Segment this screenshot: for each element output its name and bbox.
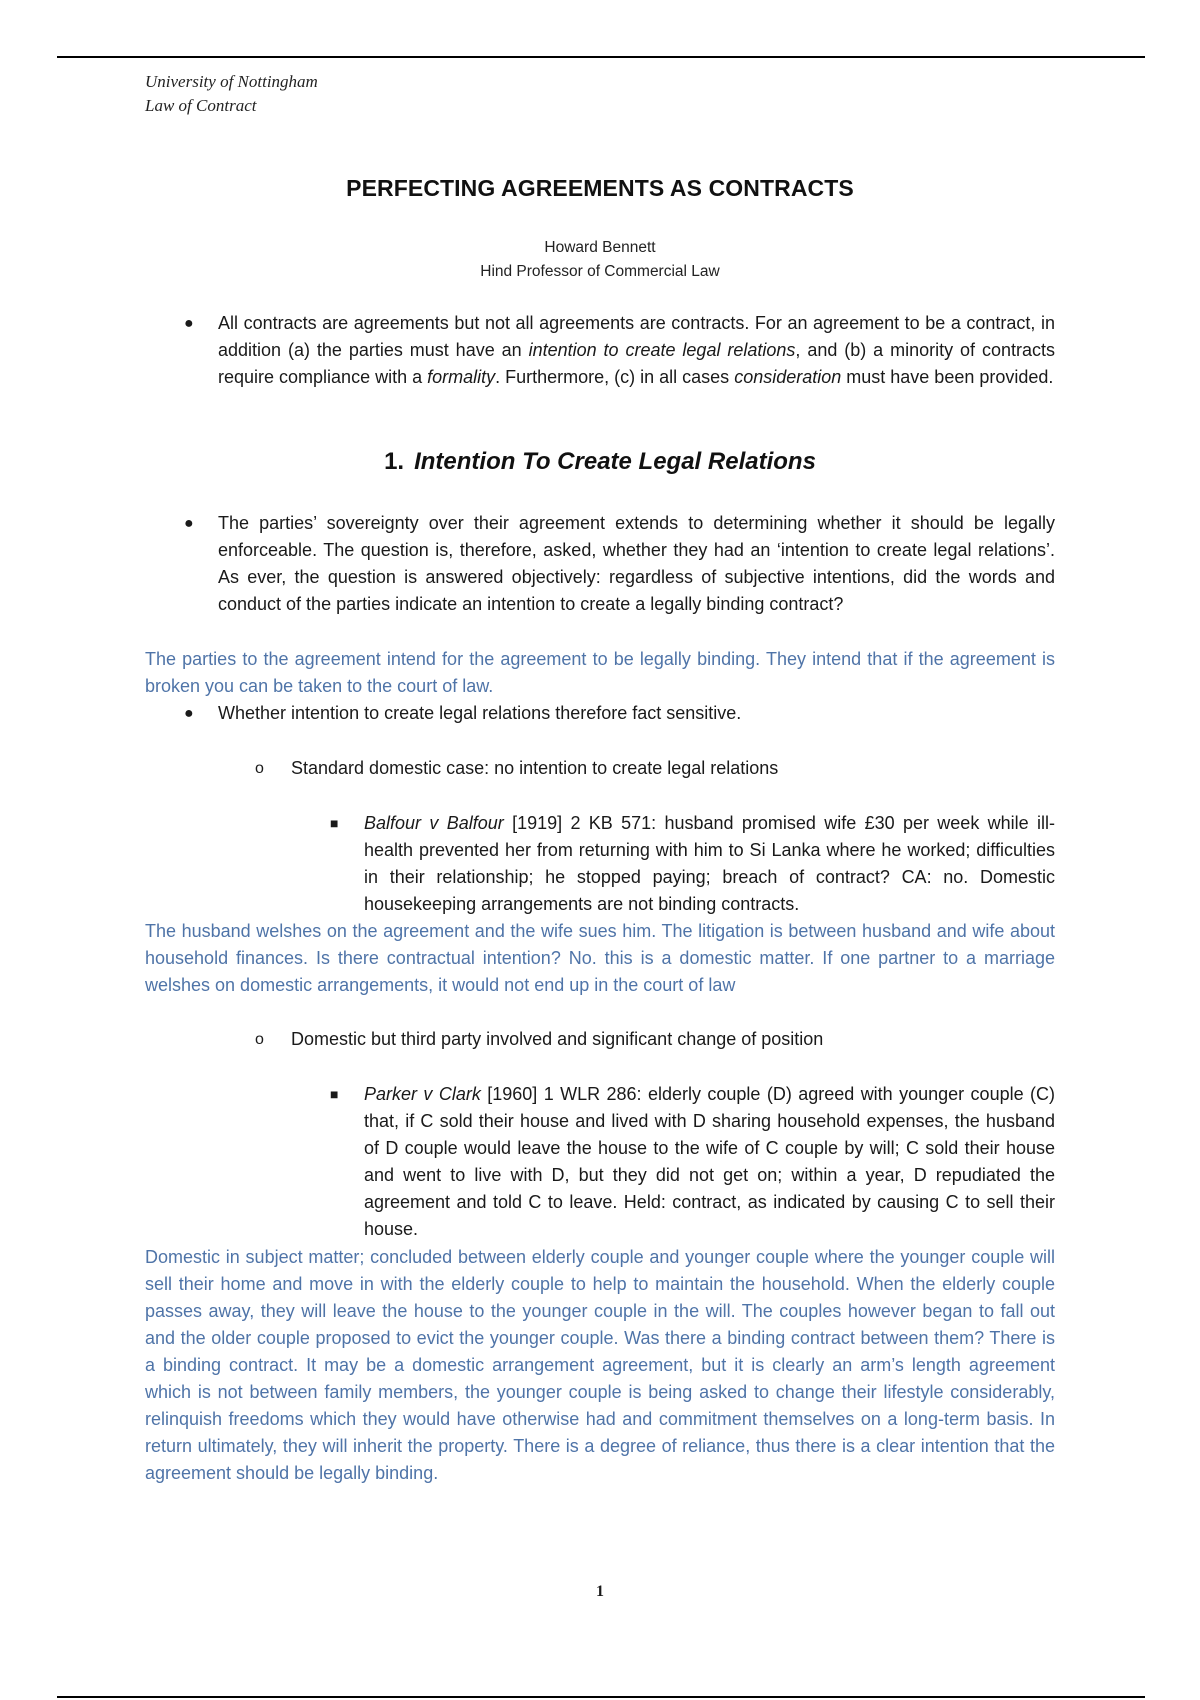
author-name: Howard Bennett xyxy=(544,239,656,256)
page-number: 1 xyxy=(596,1583,604,1600)
sub-bullet-marker: o xyxy=(255,1031,264,1048)
top-rule xyxy=(57,56,1145,58)
intro-bullet xyxy=(184,310,1055,391)
header-course: Law of Contract xyxy=(145,96,257,115)
section-heading xyxy=(0,448,1200,476)
case-balfour-text: Balfour v Balfour [1919] 2 KB 571: husband promised wife £30 per week while ill-health prevented her from returning with him to Si Lanka where he worked; difficulties in their relationship; he stopped paying; breach of contract? CA: no. Domestic housekeeping arrangements are not binding contracts. xyxy=(364,813,1055,914)
bullet-marker: ● xyxy=(184,315,194,332)
annotation-note-3: Domestic in subject matter; concluded between elderly couple and younger couple where the younger couple will sell their home and move in with the elderly couple to help to maintain the household. When the elderly couple passes away, they will leave the house to the younger couple in the will. The couples however began to fall out and the older couple proposed to evict the younger couple. Was there a binding contract between them? There is a binding contract. It may be a domestic arrangement agreement, but it is clearly an arm’s length agreement which is not between family members, the younger couple is being asked to change their lifestyle considerably, relinquish freedoms which they would have otherwise had and commitment themselves on a long-term basis. In return ultimately, they will inherit the property. There is a degree of reliance, thus there is a clear intention that the agreement should be legally binding. xyxy=(145,1247,1055,1483)
bullet-marker: ● xyxy=(184,705,194,722)
sovereignty-bullet xyxy=(184,510,1055,618)
square-bullet-marker: ■ xyxy=(330,1086,339,1102)
sub-bullet-third-party xyxy=(255,1026,1055,1053)
annotation-note-1: The parties to the agreement intend for the agreement to be legally binding. They intend that if the agreement is broken you can be taken to the court of law. xyxy=(145,649,1055,696)
author-block xyxy=(0,236,1200,284)
case-parker xyxy=(330,1081,1055,1243)
section-number: 1. xyxy=(384,448,405,475)
bullet-marker: ● xyxy=(184,515,194,532)
annotation-note-2: The husband welshes on the agreement and the wife sues him. The litigation is between husband and wife about household finances. Is there contractual intention? No. this is a domestic matter. If one partner to a marriage welshes on domestic arrangements, it would not end up in the court of law xyxy=(145,921,1055,995)
square-bullet-marker: ■ xyxy=(330,815,339,831)
document-header xyxy=(145,70,318,118)
author-role: Hind Professor of Commercial Law xyxy=(480,263,720,280)
case-balfour xyxy=(330,810,1055,918)
sub-bullet-third-party-text: Domestic but third party involved and significant change of position xyxy=(291,1029,824,1049)
sovereignty-bullet-text: The parties’ sovereignty over their agreement extends to determining whether it should be legally enforceable. The question is, therefore, asked, whether they had an ‘intention to create legal relations’. As ever, the question is answered objectively: regardless of subjective intentions, did the words and conduct of the parties indicate an intention to create a legally binding contract? xyxy=(218,513,1055,614)
intro-bullet-text: All contracts are agreements but not all agreements are contracts. For an agreement to be a contract, in addition (a) the parties must have an intention to create legal relations, and (b) a minority of contracts require compliance with a formality. Furthermore, (c) in all cases consideration must have been provided. xyxy=(218,313,1055,387)
case-balfour-name: Balfour v Balfour xyxy=(364,813,504,833)
sub-bullet-domestic-text: Standard domestic case: no intention to create legal relations xyxy=(291,758,779,778)
fact-sensitive-bullet-text: Whether intention to create legal relations therefore fact sensitive. xyxy=(218,703,742,723)
case-parker-name: Parker v Clark xyxy=(364,1084,481,1104)
fact-sensitive-bullet xyxy=(184,700,1055,727)
page-title: PERFECTING AGREEMENTS AS CONTRACTS xyxy=(346,175,854,201)
sub-bullet-marker: o xyxy=(255,760,264,777)
section-title: Intention To Create Legal Relations xyxy=(414,448,816,475)
header-institution: University of Nottingham xyxy=(145,72,318,91)
sub-bullet-domestic xyxy=(255,755,1055,782)
bottom-rule xyxy=(57,1696,1145,1698)
case-parker-text: Parker v Clark [1960] 1 WLR 286: elderly couple (D) agreed with younger couple (C) that, if C sold their house and lived with D sharing household expenses, the husband of D couple would leave the house to the wife of C couple by will; C sold their house and went to live with D, but they did not get on; within a year, D repudiated the agreement and told C to leave. Held: contract, as indicated by causing C to sell their house. xyxy=(364,1084,1055,1239)
